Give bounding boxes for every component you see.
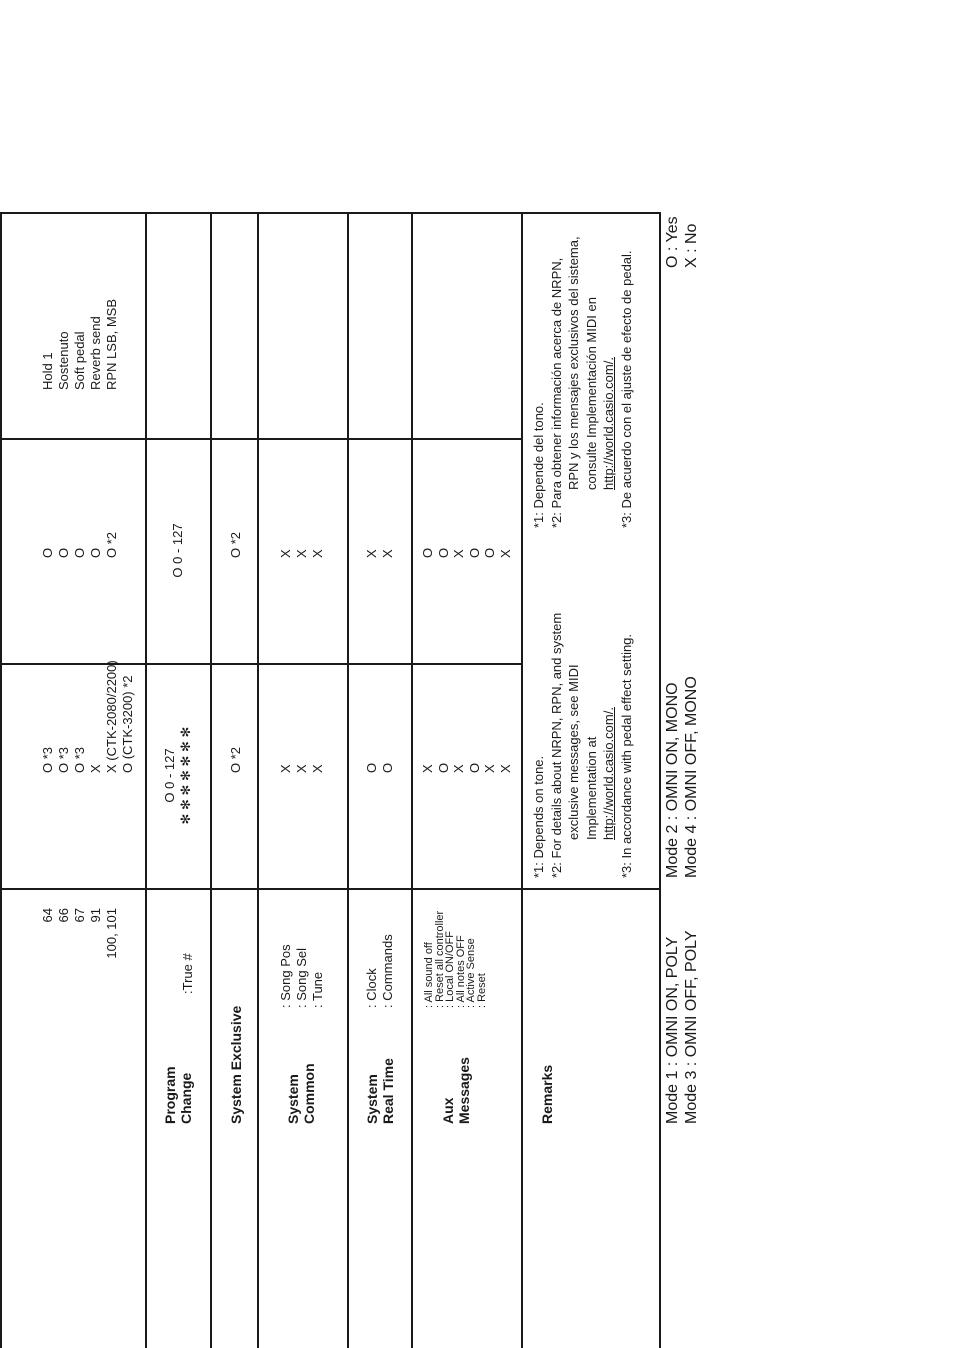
system-common-recognized xyxy=(278,549,326,558)
recognized-value: O xyxy=(420,547,435,558)
remark-link[interactable]: http://world.casio.com/. xyxy=(601,707,616,840)
remarks-header: Remarks xyxy=(539,1064,555,1124)
row-divider-common-realtime xyxy=(347,212,349,1348)
recognized-value: O xyxy=(435,547,451,558)
transmitted-value: O xyxy=(364,762,379,773)
recognized-value: O xyxy=(72,547,87,558)
control-number: 91 xyxy=(88,908,103,923)
recognized-value: X xyxy=(497,549,513,558)
transmitted-value: ✻ ✻ ✻ ✻ ✻ ✻ ✻ xyxy=(178,726,193,825)
remark-value: Hold 1 xyxy=(40,352,55,390)
transmitted-value: X xyxy=(497,764,513,773)
sub-label: : Tune xyxy=(310,971,325,1008)
row-divider-program-sysex xyxy=(210,212,212,1348)
program-change-header: Program Change xyxy=(162,1066,194,1124)
remark-note: RPN y los mensajes exclusivos del sistema, xyxy=(566,236,581,490)
column-divider-1 xyxy=(0,888,660,890)
transmitted-value: X xyxy=(420,764,435,773)
control-number: 67 xyxy=(72,908,87,923)
remark-value: Soft pedal xyxy=(72,331,87,390)
control-number: 64 xyxy=(40,908,55,923)
system-exclusive-transmitted: O *2 xyxy=(228,746,243,773)
transmitted-value: X xyxy=(278,764,293,773)
aux-messages-recognized xyxy=(420,548,513,558)
legend-yes: O : Yes xyxy=(664,216,681,268)
remark-note: *2: For details about NRPN, RPN, and system xyxy=(548,612,564,878)
recognized-value: X xyxy=(310,549,325,558)
control-numbers xyxy=(40,908,120,988)
table-border-bottom xyxy=(659,212,661,1348)
mode-1-label: Mode 1 : OMNI ON, POLY xyxy=(664,936,681,1124)
control-number: 66 xyxy=(56,908,71,923)
sub-label: : Song Pos xyxy=(278,944,293,1008)
control-remarks xyxy=(40,299,120,390)
mode-4-label: Mode 4 : OMNI OFF, MONO xyxy=(683,676,700,878)
remark-note: exclusive messages, see MIDI xyxy=(566,664,581,840)
transmitted-value: X xyxy=(482,764,497,773)
sub-label: : Local ON/OFF xyxy=(444,930,456,1008)
sub-label: : Reset xyxy=(475,973,488,1008)
recognized-value: X xyxy=(380,549,395,558)
recognized-value: X xyxy=(364,549,379,558)
row-divider-realtime-aux xyxy=(411,212,413,1348)
program-change-sub: :True # xyxy=(180,953,195,994)
recognized-value: X xyxy=(294,549,309,558)
program-change-recognized: O 0 - 127 xyxy=(170,523,185,578)
recognized-value: O xyxy=(88,547,103,558)
column-divider-3 xyxy=(0,438,522,440)
recognized-value: O xyxy=(40,547,55,558)
remark-link[interactable]: http://world.casio.com/. xyxy=(601,357,616,490)
program-change-transmitted xyxy=(162,673,194,878)
row-divider-aux-remarks xyxy=(521,212,523,1348)
aux-messages-transmitted xyxy=(420,763,513,773)
system-realtime-recognized xyxy=(364,549,396,558)
remark-note: *3: In accordance with pedal effect setting. xyxy=(618,633,634,878)
table-border-right xyxy=(0,212,660,214)
system-realtime-header: System Real Time xyxy=(364,1058,396,1124)
remark-note: consulte Implementación MIDI en xyxy=(583,297,599,490)
control-number: 100, 101 xyxy=(104,908,119,959)
remarks-english xyxy=(530,613,635,878)
sub-label: : All notes OFF xyxy=(454,935,467,1008)
legend-no: X : No xyxy=(683,223,700,268)
system-realtime-subs xyxy=(364,934,396,1008)
remark-note: *2: Para obtener información acerca de NRPN, xyxy=(548,257,564,528)
system-common-subs xyxy=(278,944,326,1008)
remark-note: Implementation at xyxy=(583,736,599,840)
remark-value: Reverb send xyxy=(88,316,103,390)
recognized-value: X xyxy=(278,549,293,558)
transmitted-value: X (CTK-2080/2200) xyxy=(104,660,119,773)
recognized-value: O xyxy=(466,547,482,558)
sub-label: : Commands xyxy=(380,934,395,1008)
remark-value: RPN LSB, MSB xyxy=(104,298,119,390)
row-divider-control-program xyxy=(145,212,147,1348)
control-recognized xyxy=(40,532,120,558)
transmitted-value: X xyxy=(310,764,325,773)
sub-label: : Song Sel xyxy=(294,948,309,1008)
aux-messages-subs xyxy=(424,911,487,1008)
transmitted-value: O *3 xyxy=(56,746,71,773)
system-realtime-transmitted xyxy=(364,763,396,773)
row-divider-sysex-common xyxy=(257,212,259,1348)
recognized-value: O xyxy=(56,547,71,558)
transmitted-value: O 0 - 127 xyxy=(162,748,177,803)
transmitted-value: O xyxy=(435,762,451,773)
transmitted-value: O (CTK-3200) *2 xyxy=(120,675,135,773)
sub-label: : Clock xyxy=(364,968,379,1008)
recognized-value: O *2 xyxy=(104,531,119,558)
sub-label: : Active Sense xyxy=(465,938,477,1008)
remarks-spanish xyxy=(530,236,635,528)
mode-3-label: Mode 3 : OMNI OFF, POLY xyxy=(683,930,700,1124)
transmitted-value: O xyxy=(466,762,482,773)
transmitted-value: X xyxy=(88,764,103,773)
system-exclusive-recognized: O *2 xyxy=(228,531,243,558)
transmitted-value: X xyxy=(294,764,309,773)
transmitted-value: O *3 xyxy=(40,746,55,773)
system-common-header: System Common xyxy=(285,1063,317,1124)
transmitted-value: X xyxy=(451,764,466,773)
mode-2-label: Mode 2 : OMNI ON, MONO xyxy=(664,682,681,878)
recognized-value: X xyxy=(451,549,466,558)
remark-note: *3: De acuerdo con el ajuste de efecto de pedal. xyxy=(618,250,634,528)
remark-value: Sostenuto xyxy=(56,331,71,390)
table-border-top xyxy=(0,212,2,1348)
remark-note: *1: Depends on tone. xyxy=(531,755,546,878)
recognized-value: O xyxy=(482,547,497,558)
transmitted-value: O *3 xyxy=(72,746,87,773)
sub-label: : All sound off xyxy=(423,942,435,1008)
remark-note: *1: Depende del tono. xyxy=(531,402,546,528)
sub-label: : Reset all controller xyxy=(433,910,446,1008)
aux-messages-header: Aux Messages xyxy=(440,1057,472,1124)
system-exclusive-header: System Exclusive xyxy=(228,1005,244,1124)
control-transmitted xyxy=(40,660,136,773)
system-common-transmitted xyxy=(278,764,326,773)
transmitted-value: O xyxy=(380,762,395,773)
